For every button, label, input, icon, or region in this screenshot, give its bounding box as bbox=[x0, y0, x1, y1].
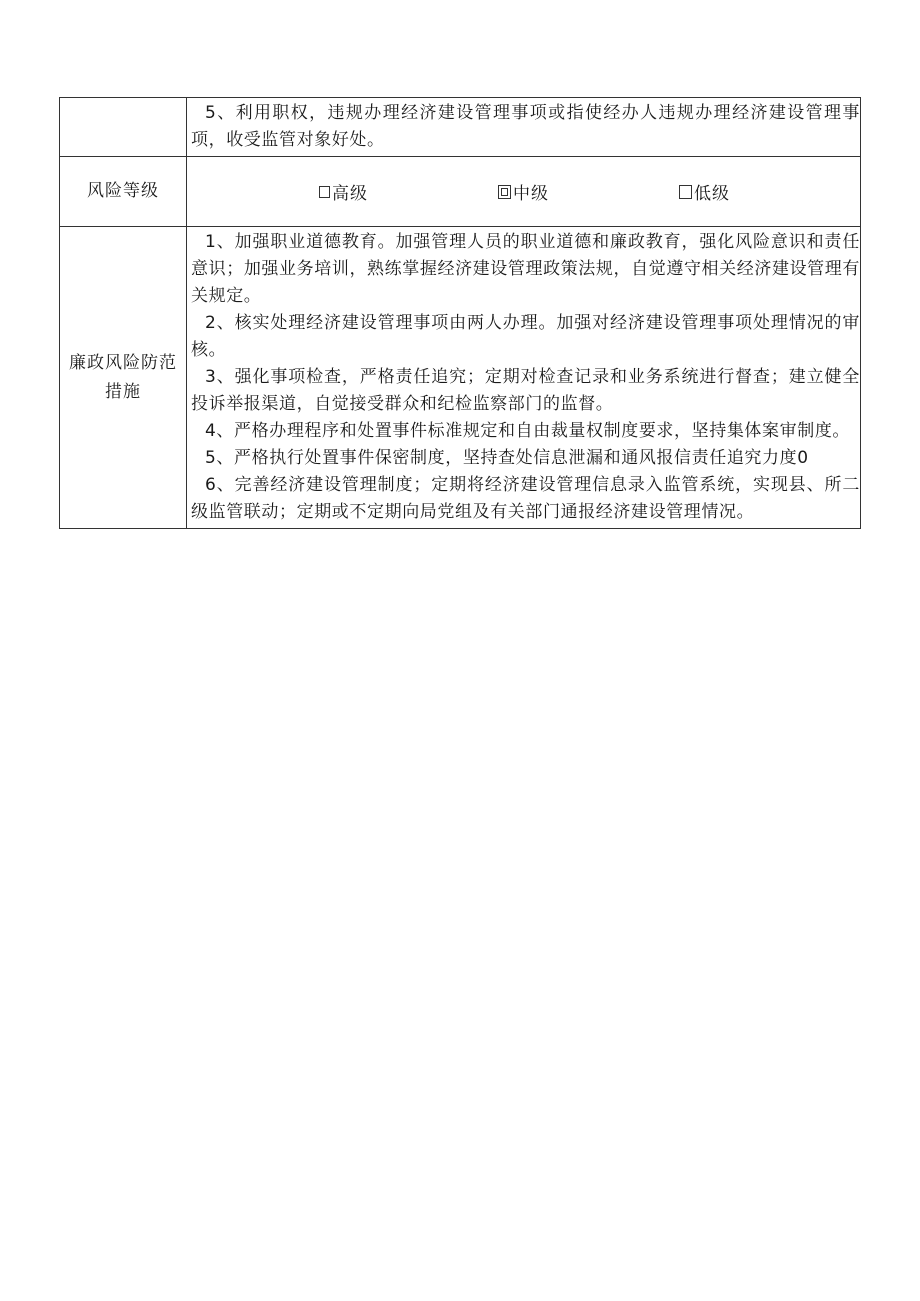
measure-item: 5、严格执行处置事件保密制度，坚持查处信息泄漏和通风报信责任追究力度0 bbox=[205, 448, 809, 468]
risk-level-options bbox=[187, 157, 861, 227]
row-label-empty bbox=[60, 98, 187, 157]
risk-level-label: 风险等级 bbox=[60, 157, 187, 227]
risk-option-low[interactable] bbox=[679, 179, 730, 204]
measure-item: 3、强化事项检查，严格责任追究；定期对检查记录和业务系统进行督查；建立健全投诉举报渠道，自觉接受群众和纪检监察部门的监督。 bbox=[191, 367, 860, 414]
risk-table bbox=[59, 97, 861, 529]
risk-option-medium[interactable] bbox=[498, 179, 549, 204]
table-row-risk-level bbox=[60, 157, 861, 227]
table-row-measures bbox=[60, 227, 861, 529]
unchecked-box-icon[interactable] bbox=[319, 186, 330, 198]
measure-item: 4、严格办理程序和处置事件标准规定和自由裁量权制度要求，坚持集体案审制度。 bbox=[205, 421, 851, 441]
measure-item: 1、加强职业道德教育。加强管理人员的职业道德和廉政教育，强化风险意识和责任意识；加强业务培训，熟练掌握经济建设管理政策法规，自觉遵守相关经济建设管理有关规定。 bbox=[191, 232, 860, 306]
misconduct-text: 5、利用职权，违规办理经济建设管理事项或指使经办人违规办理经济建设管理事项，收受监管对象好处。 bbox=[191, 103, 860, 150]
risk-option-medium-label: 中级 bbox=[513, 184, 549, 204]
measures-label: 廉政风险防范措施 bbox=[60, 227, 187, 529]
risk-option-low-label: 低级 bbox=[694, 184, 730, 204]
measures-cell bbox=[187, 227, 861, 529]
unchecked-box-icon[interactable] bbox=[679, 185, 692, 199]
checked-box-icon[interactable] bbox=[498, 185, 511, 199]
risk-option-high-label: 高级 bbox=[332, 184, 368, 204]
measure-item: 6、完善经济建设管理制度；定期将经济建设管理信息录入监管系统，实现县、所二级监管联动；定期或不定期向局党组及有关部门通报经济建设管理情况。 bbox=[191, 475, 860, 522]
misconduct-cell bbox=[187, 98, 861, 157]
measure-item: 2、核实处理经济建设管理事项由两人办理。加强对经济建设管理事项处理情况的审核。 bbox=[191, 313, 860, 360]
risk-option-high[interactable] bbox=[319, 179, 368, 204]
table-row-misconduct bbox=[60, 98, 861, 157]
